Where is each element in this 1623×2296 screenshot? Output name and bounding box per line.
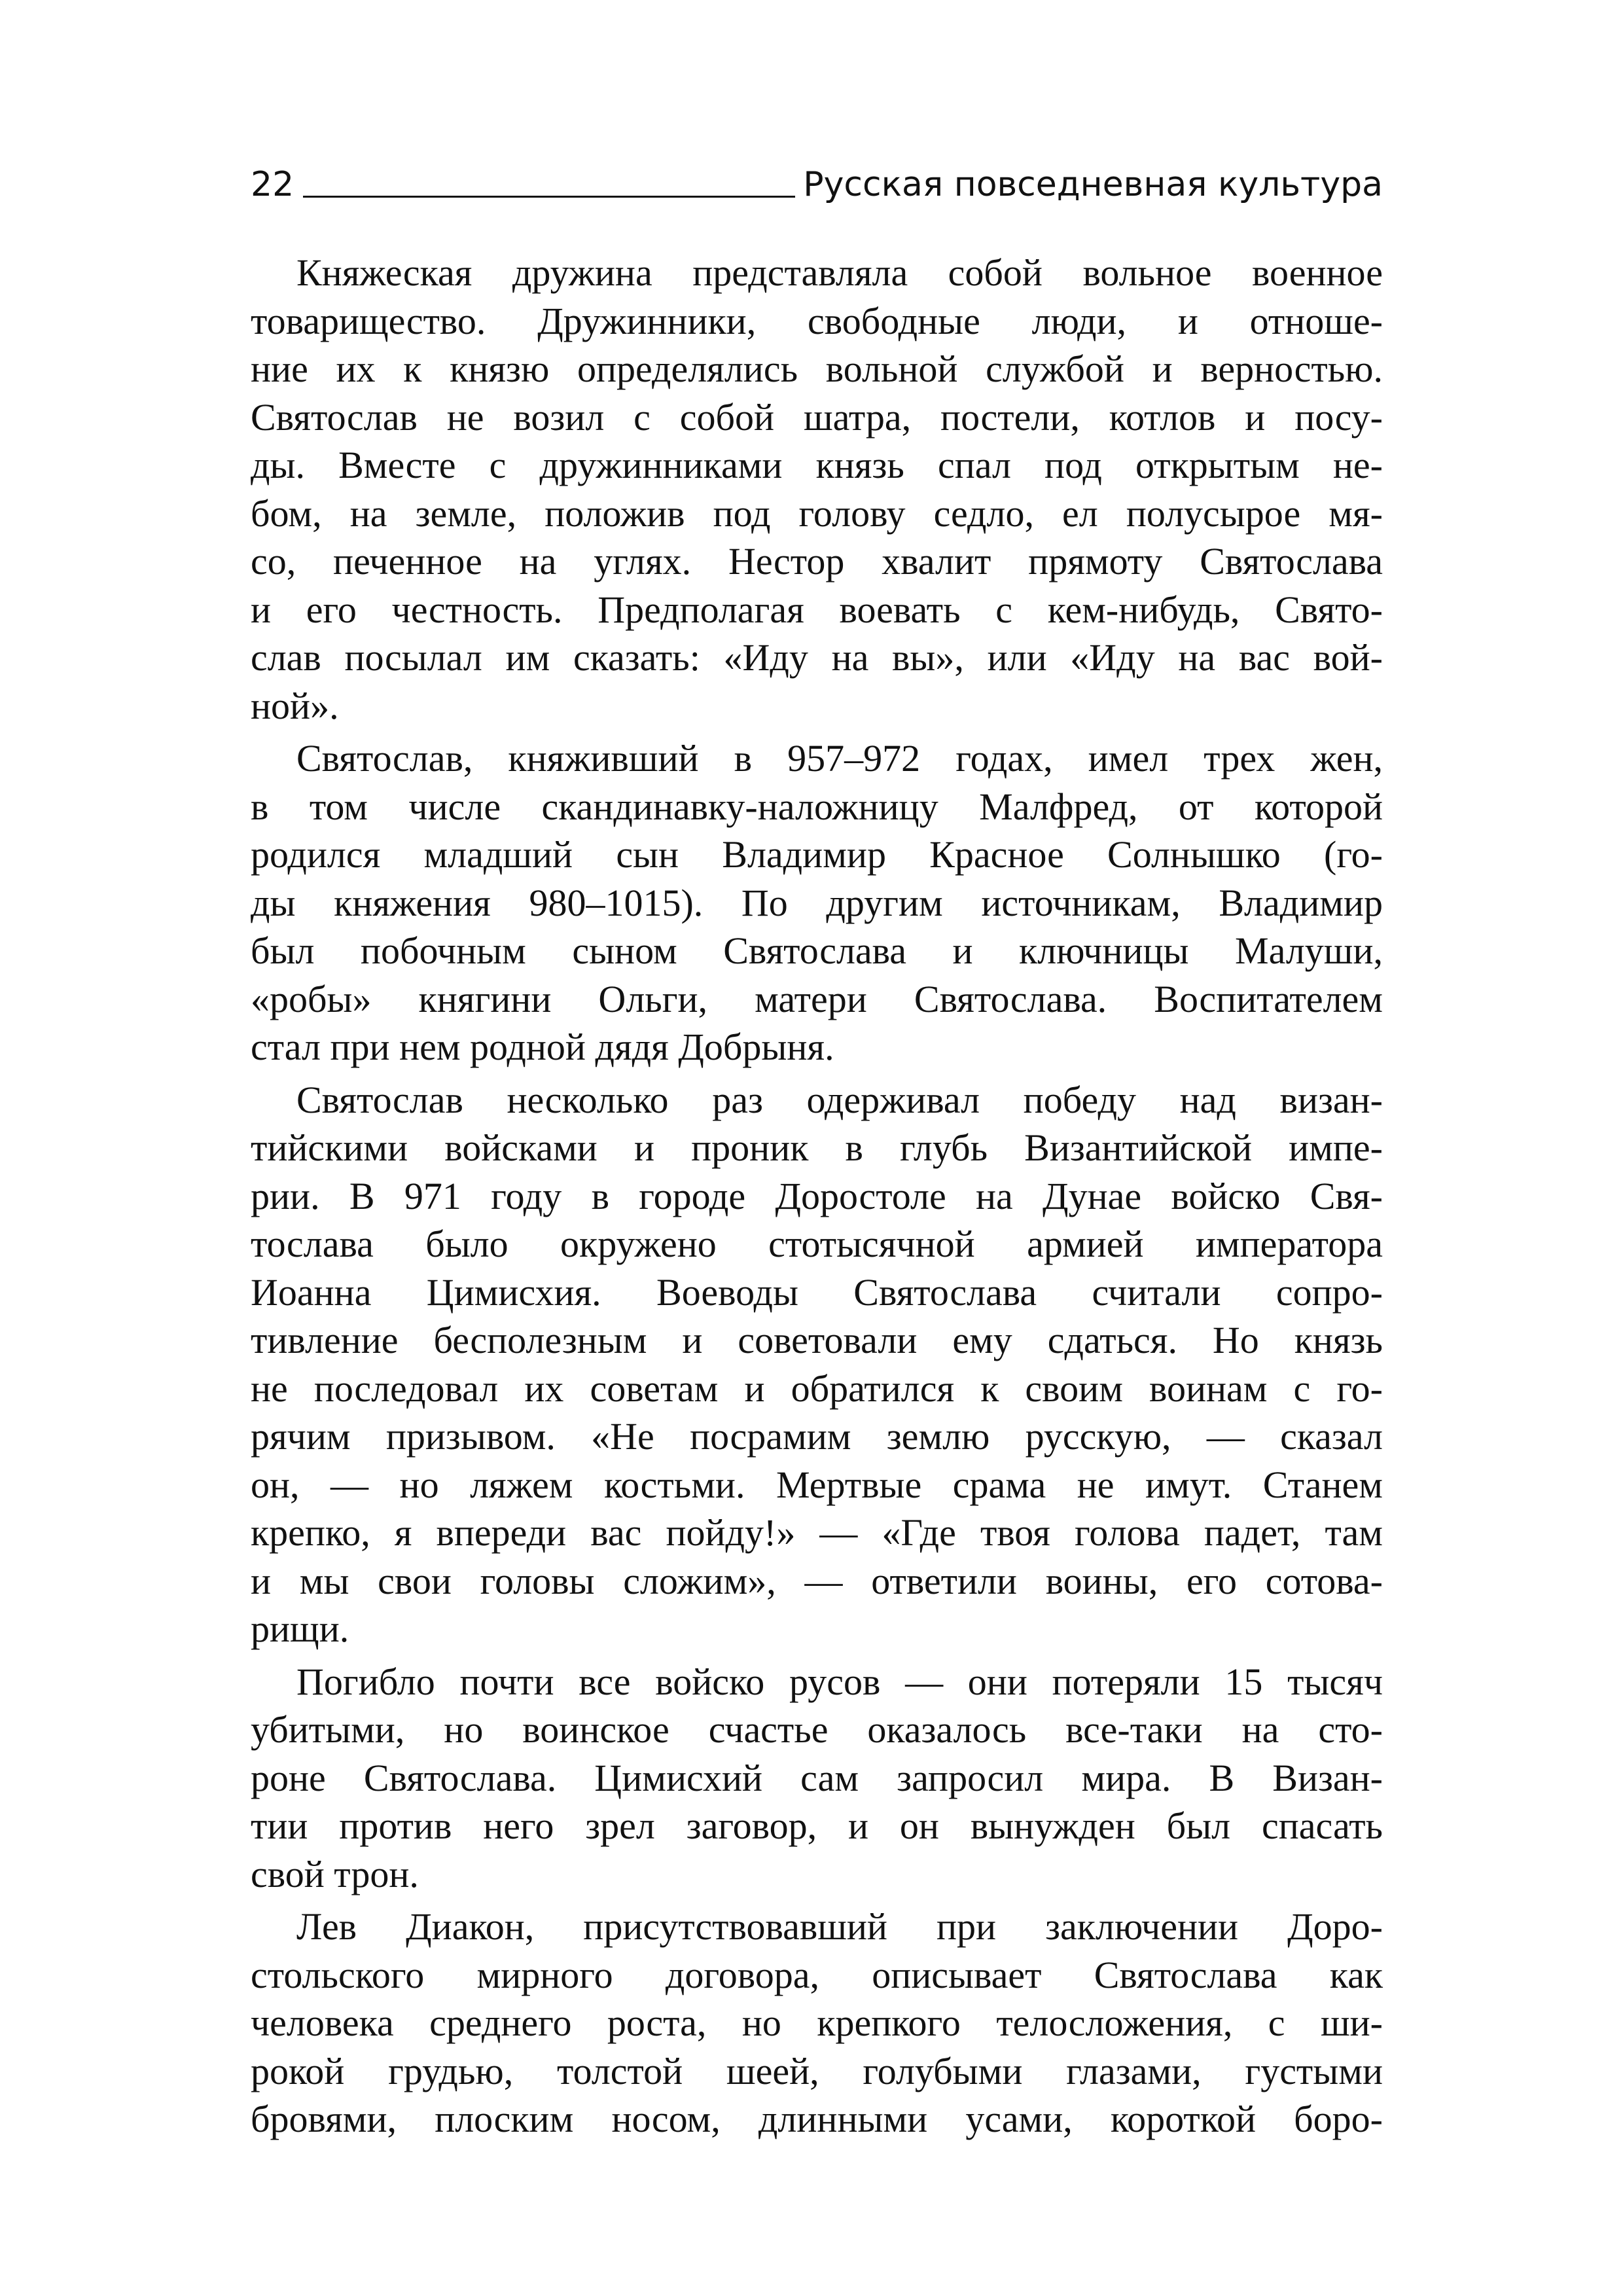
- header-rule: [303, 196, 795, 198]
- text-line: рячим призывом. «Не посрамим землю русскую, — сказал: [251, 1415, 1383, 1458]
- text-line: роне Святослава. Цимисхий сам запросил мира. В Визан-: [251, 1756, 1383, 1799]
- page-number: 22: [251, 165, 294, 204]
- text-line: «робы» княгини Ольги, матери Святослава. Воспитателем: [251, 977, 1383, 1020]
- text-line: крепко, я впереди вас пойду!» — «Где твоя голова падет, там: [251, 1511, 1383, 1554]
- text-line: Святослав, княживший в 957–972 годах, имел трех жен,: [296, 737, 1383, 780]
- text-line: ды княжения 980–1015). По другим источникам, Владимир: [251, 881, 1383, 924]
- paragraph: [251, 249, 1383, 730]
- text-line: не последовал их советам и обратился к своим воинам с го-: [251, 1367, 1383, 1410]
- text-line: ние их к князю определялись вольной службой и верностью.: [251, 348, 1383, 390]
- text-line: ды. Вместе с дружинниками князь спал под открытым не-: [251, 444, 1383, 486]
- text-line: был побочным сыном Святослава и ключницы Малуши,: [251, 929, 1383, 972]
- text-line: рокой грудью, толстой шеей, голубыми глазами, густыми: [251, 2049, 1383, 2092]
- running-title: Русская повседневная культура: [803, 165, 1383, 204]
- text-line: Иоанна Цимисхия. Воеводы Святослава считали сопро-: [251, 1270, 1383, 1314]
- paragraph: [251, 734, 1383, 1071]
- text-line: тивление бесполезным и советовали ему сдаться. Но князь: [251, 1319, 1383, 1361]
- text-line: со, печенное на углях. Нестор хвалит прямоту Святослава: [251, 540, 1383, 583]
- text-line: родился младший сын Владимир Красное Солнышко (го-: [251, 833, 1383, 876]
- running-head: [251, 156, 1383, 202]
- text-line: Погибло почти все войско русов — они потеряли 15 тысяч: [296, 1660, 1383, 1703]
- text-line: тии против него зрел заговор, и он вынужден был спасать: [251, 1804, 1383, 1847]
- text-line: ной».: [251, 684, 339, 727]
- text-line: Лев Диакон, присутствовавший при заключении Доро-: [296, 1905, 1383, 1948]
- text-line: убитыми, но воинское счастье оказалось все-таки на сто-: [251, 1708, 1383, 1751]
- text-line: и мы свои головы сложим», — ответили воины, его сотова-: [251, 1559, 1383, 1602]
- text-line: человека среднего роста, но крепкого телосложения, с ши-: [251, 2001, 1383, 2044]
- text-line: Святослав не возил с собой шатра, постели, котлов и посу-: [251, 395, 1383, 439]
- text-line: рии. В 971 году в городе Доростоле на Дунае войско Свя-: [251, 1174, 1383, 1217]
- text-line: тослава было окружено стотысячной армией императора: [251, 1223, 1383, 1265]
- paragraph: [251, 1903, 1383, 2144]
- text-line: рищи.: [251, 1607, 349, 1650]
- text-line: Княжеская дружина представляла собой вольное военное: [296, 251, 1383, 294]
- text-line: Святослав несколько раз одерживал победу над визан-: [296, 1078, 1383, 1121]
- paragraph: [251, 1076, 1383, 1653]
- text-line: товарищество. Дружинники, свободные люди, и отноше-: [251, 299, 1383, 342]
- text-line: стольского мирного договора, описывает Святослава как: [251, 1953, 1383, 1996]
- body-text: [251, 249, 1383, 2148]
- text-line: он, — но ляжем костьми. Мертвые срама не имут. Станем: [251, 1463, 1383, 1506]
- text-line: и его честность. Предполагая воевать с кем-нибудь, Свято-: [251, 588, 1383, 631]
- text-line: свой трон.: [251, 1852, 419, 1895]
- text-line: в том числе скандинавку-наложницу Малфред, от которой: [251, 785, 1383, 828]
- text-line: стал при нем родной дядя Добрыня.: [251, 1026, 834, 1068]
- text-line: бровями, плоским носом, длинными усами, короткой боро-: [251, 2098, 1383, 2140]
- text-line: бом, на земле, положив под голову седло, ел полусырое мя-: [251, 492, 1383, 535]
- text-line: тийскими войсками и проник в глубь Византийской импе-: [251, 1126, 1383, 1169]
- text-line: слав посылал им сказать: «Иду на вы», или «Иду на вас вой-: [251, 636, 1383, 679]
- paragraph: [251, 1658, 1383, 1899]
